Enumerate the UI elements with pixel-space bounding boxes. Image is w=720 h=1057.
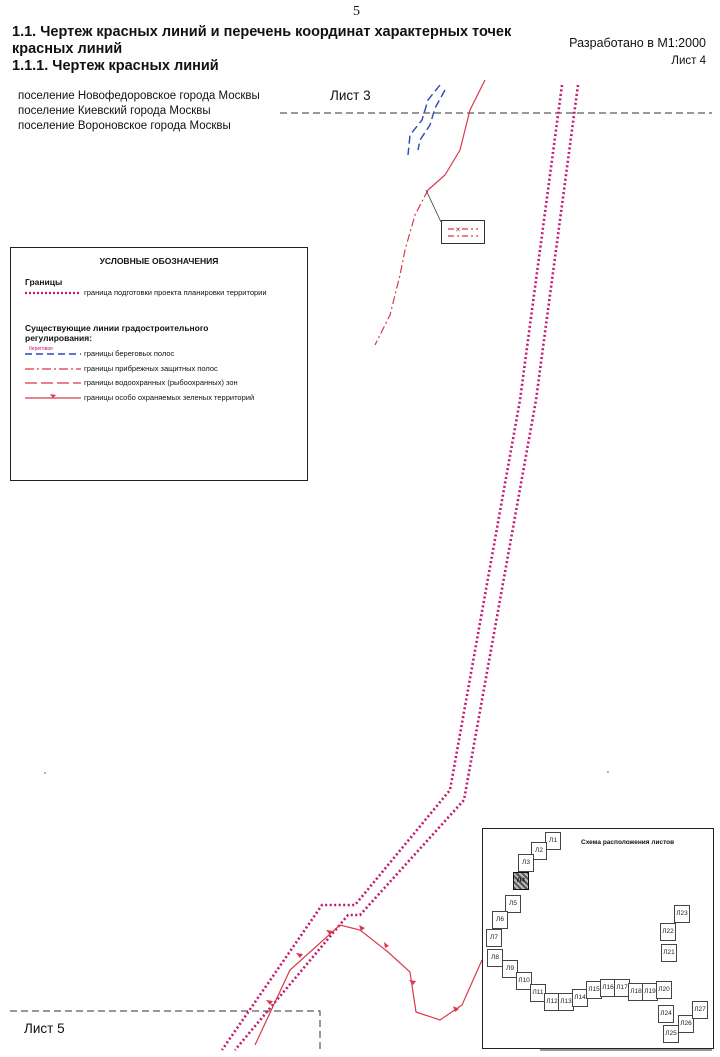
svg-text:✕: ✕ [455, 227, 461, 234]
green-zone-ticks [266, 925, 459, 1012]
legend-item-planning: граница подготовки проекта планировки территории [84, 288, 267, 297]
scheme-sheet-l11: Л11 [530, 984, 546, 1002]
scheme-sheet-l13: Л13 [558, 993, 574, 1011]
scheme-sheet-l12: Л12 [544, 993, 560, 1011]
legend-group-regulation: Существующие линии градостроительного регулирования: [25, 323, 209, 343]
callout-symbol [442, 221, 484, 243]
legend [10, 247, 308, 481]
scheme-sheet-l26: Л26 [678, 1015, 694, 1033]
legend-item-green: границы особо охраняемых зеленых территорий [84, 393, 255, 402]
sheet-label-above: Лист 3 [330, 88, 371, 103]
scheme-title: Схема расположения листов [581, 839, 675, 846]
legend-item-coastal: границы прибрежных защитных полос [84, 364, 218, 373]
legend-title: УСЛОВНЫЕ ОБОЗНАЧЕНИЯ [99, 256, 219, 266]
green-zone-top [428, 80, 485, 190]
scheme-sheet-l7: Л7 [486, 929, 502, 947]
scheme-sheet-l24: Л24 [658, 1005, 674, 1023]
scale-note: Разработано в М1:2000 [569, 36, 706, 50]
callout-leader [426, 190, 441, 222]
scheme-sheet-l23: Л23 [674, 905, 690, 923]
scheme-sheet-l1: Л1 [545, 832, 561, 850]
settlement-2: поселение Киевский города Москвы [18, 105, 211, 117]
water-zone-line [375, 190, 428, 345]
legend-item-shore: границы береговых полос [84, 349, 175, 358]
page-title [12, 24, 552, 75]
scheme-sheet-l8: Л8 [487, 949, 503, 967]
scheme-sheet-l14: Л14 [572, 989, 588, 1007]
swatch-water [25, 380, 81, 386]
scheme-sheet-l25: Л25 [663, 1025, 679, 1043]
legend-group-boundaries: Границы [25, 277, 63, 287]
scheme-sheet-l9: Л9 [502, 960, 518, 978]
scheme-sheet-l17: Л17 [614, 979, 630, 997]
sheet-number: Лист 4 [671, 55, 706, 67]
callout-box [441, 220, 485, 244]
scheme-sheet-l16: Л16 [600, 979, 616, 997]
scheme-sheet-l6: Л6 [492, 911, 508, 929]
settlement-1: поселение Новофедоровское города Москвы [18, 90, 260, 102]
legend-item-water: границы водоохранных (рыбоохранных) зон [84, 378, 238, 387]
swatch-planning [25, 290, 81, 296]
scheme-sheet-l3: Л3 [518, 854, 534, 872]
title-line-1: 1.1. Чертеж красных линий и перечень координат характерных точек [12, 24, 512, 40]
sheet-layout-scheme [482, 828, 714, 1049]
scheme-sheet-l21: Л21 [661, 944, 677, 962]
legend-swatch-note: береговая [29, 346, 53, 352]
swatch-green [25, 394, 81, 402]
scheme-sheet-l4: Л4 [513, 872, 529, 890]
title-line-3: 1.1.1. Чертеж красных линий [12, 58, 219, 74]
title-line-2: красных линий [12, 41, 123, 57]
swatch-coastal [25, 366, 81, 372]
scheme-sheet-l15: Л15 [586, 981, 602, 999]
settlement-3: поселение Вороновское города Москвы [18, 120, 231, 132]
scheme-sheet-l10: Л10 [516, 972, 532, 990]
shore-boundary-1 [408, 85, 440, 155]
scheme-sheet-l20: Л20 [656, 981, 672, 999]
sheet-label-below: Лист 5 [24, 1021, 65, 1036]
scheme-sheet-l5: Л5 [505, 895, 521, 913]
scheme-sheet-l22: Л22 [660, 923, 676, 941]
scheme-sheet-l27: Л27 [692, 1001, 708, 1019]
scheme-sheet-l2: Л2 [531, 842, 547, 860]
scheme-sheet-l18: Л18 [628, 983, 644, 1001]
page-number: 5 [353, 4, 360, 19]
scheme-sheet-l19: Л19 [642, 983, 658, 1001]
swatch-shore [25, 351, 81, 357]
